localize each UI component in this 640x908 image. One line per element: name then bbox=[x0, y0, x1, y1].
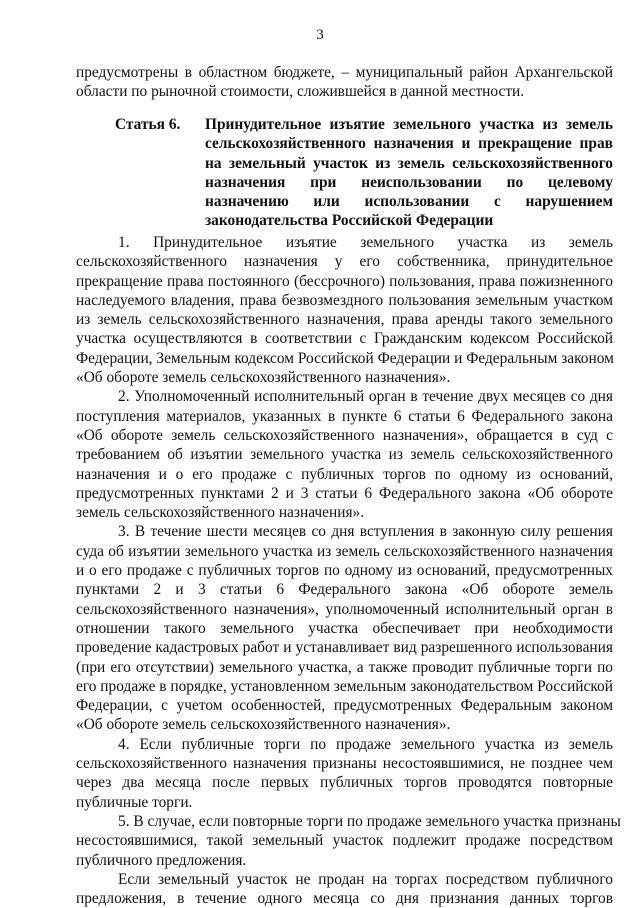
article-title bbox=[205, 115, 613, 231]
text-line: 4. Если публичные торги по продаже земельного участка из земель bbox=[118, 735, 613, 753]
text-line: отношении такого земельного участка обеспечивает при необходимости bbox=[76, 619, 613, 637]
text-line: Если земельный участок не продан на торгах посредством публичного bbox=[118, 870, 613, 888]
text-line: наследуемого владения, права безвозмездного пользования земельным участком bbox=[76, 291, 613, 309]
text-line: публичного предложения. bbox=[76, 851, 247, 869]
text-line: поступления материалов, указанных в пункте 6 статьи 6 Федерального закона bbox=[76, 407, 613, 425]
text-line: из земель сельскохозяйственного назначения, права аренды такого земельного bbox=[76, 311, 613, 329]
text-line: требованием об изъятии земельного участка из земель сельскохозяйственного bbox=[76, 446, 613, 464]
text-line: через два месяца после первых публичных торгов проводятся повторные bbox=[76, 774, 613, 792]
text-line: сельскохозяйственного назначения», уполномоченный исполнительный орган в bbox=[76, 600, 613, 618]
text-line: публичные торги. bbox=[76, 793, 193, 811]
text-line: (при его отсутствии) земельного участка, а также проводит публичные торги по bbox=[76, 658, 613, 676]
text-line: «Об обороте земель сельскохозяйственного назначения». bbox=[76, 369, 451, 387]
text-line: сельскохозяйственного назначения признаны несостоявшимися, не позднее чем bbox=[76, 755, 613, 773]
page-number: 3 bbox=[316, 27, 324, 43]
text-line: предусмотрены в областном бюджете, – муниципальный район Архангельской bbox=[76, 64, 613, 81]
text-line: пунктами 2 и 3 статьи 6 Федерального закона «Об обороте земель bbox=[76, 581, 613, 599]
text-line: области по рыночной стоимости, сложившейся в данной местности. bbox=[76, 83, 525, 101]
text-line: 1. Принудительное изъятие земельного участка из земель bbox=[118, 234, 613, 251]
text-line: и о его продаже с публичных торгов по одному из оснований, предусмотренных bbox=[76, 562, 613, 580]
title-line: сельскохозяйственного назначения и прекращение прав bbox=[205, 135, 613, 153]
title-line: законодательства Российской Федерации bbox=[205, 212, 494, 230]
title-line: назначению или использовании с нарушением bbox=[205, 193, 613, 211]
intro-paragraph bbox=[76, 63, 613, 102]
title-line: Принудительное изъятие земельного участка из земель bbox=[205, 116, 613, 133]
text-line: сельскохозяйственного назначения у его собственника, принудительное bbox=[76, 253, 613, 271]
text-line: «Об обороте земель сельскохозяйственного назначения», обращается в суд с bbox=[76, 426, 613, 444]
text-line: суда об изъятии земельного участка из земель сельскохозяйственного назначения bbox=[76, 542, 613, 560]
text-line: 2. Уполномоченный исполнительный орган в течение двух месяцев со дня bbox=[118, 388, 613, 406]
text-line: «Об обороте земель сельскохозяйственного назначения». bbox=[76, 716, 451, 734]
text-line: участка осуществляются в соответствии с Гражданским кодексом Российской bbox=[76, 330, 613, 348]
article-label: Статья 6. bbox=[115, 116, 181, 133]
text-line: предусмотренных пунктами 2 и 3 статьи 6 Федерального закона «Об обороте bbox=[76, 484, 613, 502]
title-line: на земельный участок из земель сельскохозяйственного bbox=[205, 154, 613, 172]
text-line: назначения и о его продаже с публичных торгов по одному из оснований, bbox=[76, 465, 613, 483]
text-line: 3. В течение шести месяцев со дня вступления в законную силу решения bbox=[118, 523, 613, 541]
text-line: несостоявшимися, такой земельный участок подлежит продаже посредством bbox=[76, 832, 613, 850]
article-body bbox=[76, 233, 621, 908]
text-line: 5. В случае, если повторные торги по продаже земельного участка признаны bbox=[118, 812, 621, 830]
text-line: предложения, в течение одного месяца со дня признания данных торгов bbox=[76, 890, 613, 908]
text-line: прекращение права постоянного (бессрочного) пользования, права пожизненного bbox=[76, 272, 613, 290]
title-line: назначения при неиспользовании по целевому bbox=[205, 173, 613, 191]
text-line: земель сельскохозяйственного назначения». bbox=[76, 504, 365, 522]
text-line: проведение кадастровых работ и устанавливает вид разрешенного использования bbox=[76, 639, 613, 657]
text-line: Федерации, с учетом особенностей, предусмотренных Федеральным законом bbox=[76, 697, 613, 715]
text-line: его продаже в порядке, установленном земельным законодательством Российской bbox=[76, 677, 613, 695]
text-line: Федерации, Земельным кодексом Российской Федерации и Федеральным законом bbox=[76, 349, 614, 367]
